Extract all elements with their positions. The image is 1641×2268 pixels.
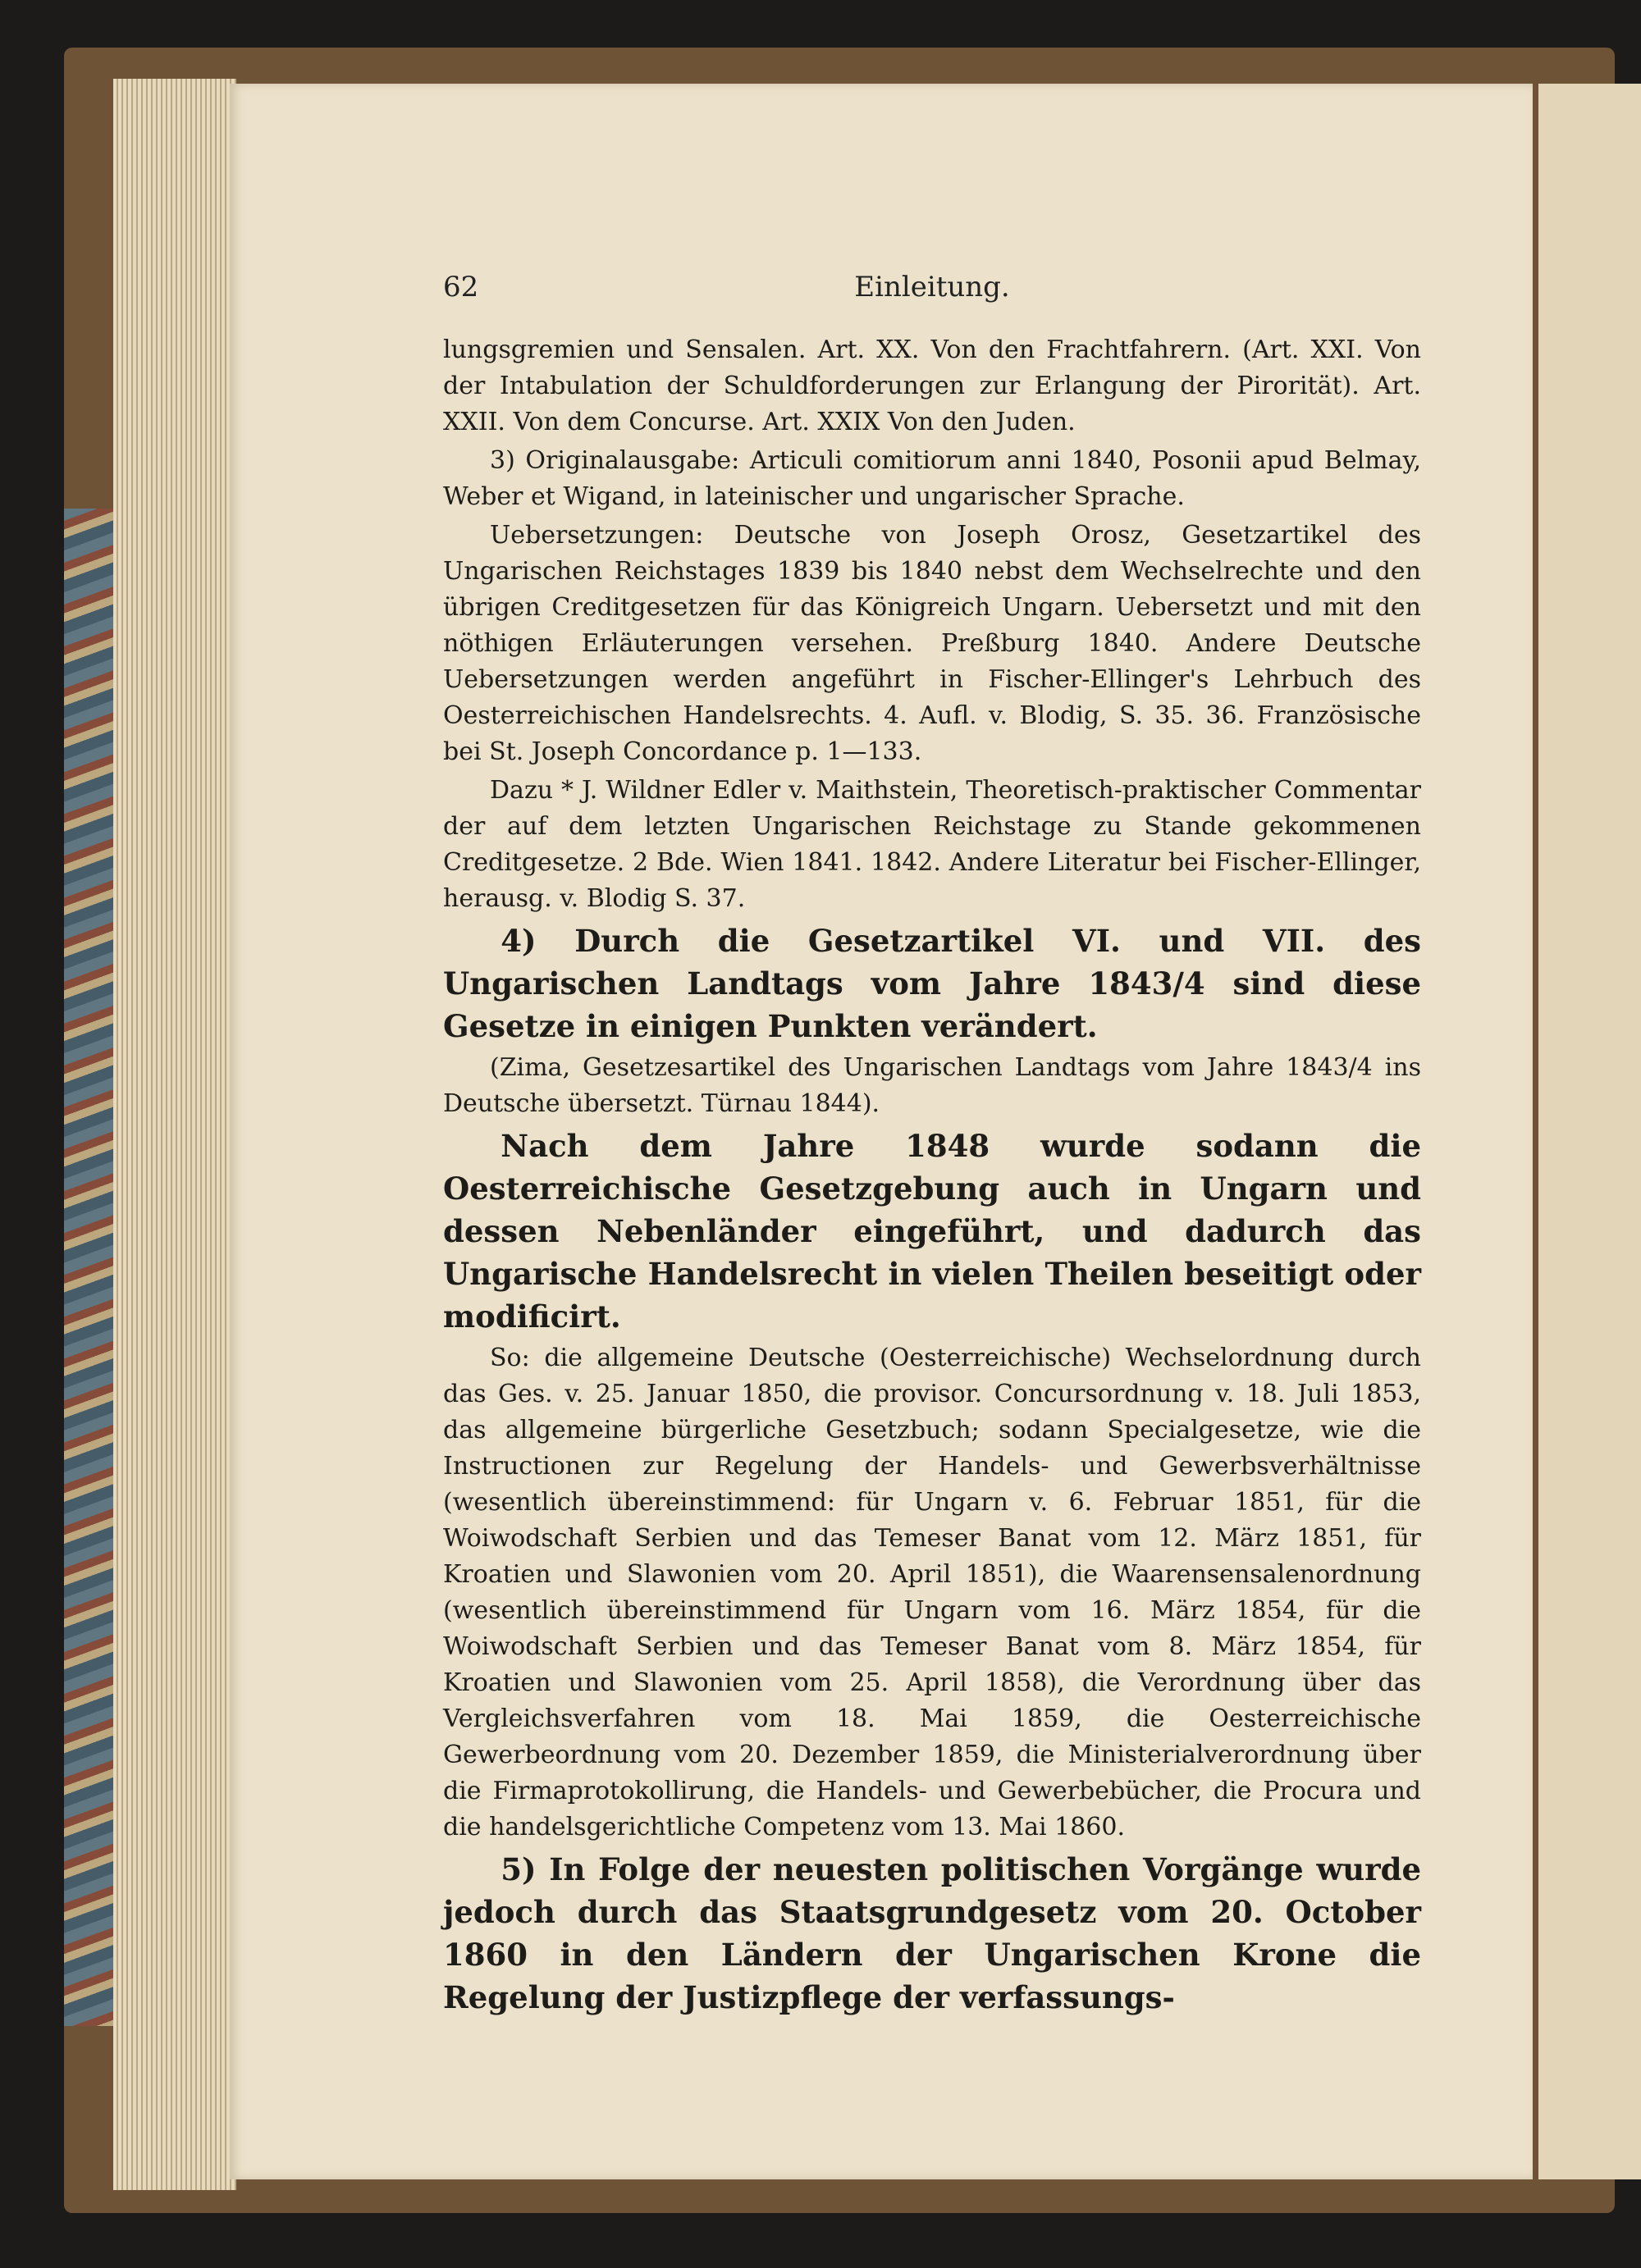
paragraph-commentary: Dazu * J. Wildner Edler v. Maithstein, Theoretisch-praktischer Commentar der auf dem letzten Ungarischen Reichstage zu Stande gekommenen Creditgesetze. 2 Bde. Wien 1841. 1842. Andere Literatur bei Fischer-Ellinger, herausg. v. Blodig S. 37. (443, 776, 1421, 913)
page-number: 62 (443, 271, 479, 303)
paragraph-section-5: 5) In Folge der neuesten politischen Vorgänge wurde jedoch durch das Staatsgrundgesetz vom 20. October 1860 in den Ländern der Ungarischen Krone die Regelung der Justizpflege der verfassungs- (443, 1851, 1421, 2015)
paragraph-after-1848: Nach dem Jahre 1848 wurde sodann die Oesterreichische Gesetzgebung auch in Ungarn und dessen Nebenländer eingeführt, und dadurch das Ungarische Handelsrecht in vielen Theilen beseitigt oder modificirt. (443, 1128, 1421, 1335)
paragraph-laws-list: So: die allgemeine Deutsche (Oesterreichische) Wechselordnung durch das Ges. v. 25. Januar 1850, die provisor. Concursordnung v. 18. Juli 1853, das allgemeine bürgerliche Gesetzbuch; sodann Specialgesetze, wie die Instructionen zur Regelung der Handels- und Gewerbsverhältnisse (wesentlich übereinstimmend: für Ungarn v. 6. Februar 1851, für die Woiwodschaft Serbien und das Temeser Banat vom 12. März 1851, für Kroatien und Slawonien vom 20. April 1851), die Waarensensalenordnung (wesentlich übereinstimmend für Ungarn vom 16. März 1854, für die Woiwodschaft Serbien und das Temeser Banat vom 8. März 1854, für Kroatien und Slawonien vom 25. April 1858), die Verordnung über das Vergleichsverfahren vom 18. Mai 1859, die Oesterreichische Gewerbeordnung vom 20. Dezember 1859, die Ministerialverordnung über die Firmaprotokollirung, die Handels- und Gewerbebücher, die Procura und die handelsgerichtliche Competenz vom 13. Mai 1860. (443, 1344, 1421, 1841)
marbled-edge (64, 509, 113, 2026)
body-text (443, 332, 1421, 2015)
facing-page-edge (1538, 84, 1641, 2179)
paragraph-zima: (Zima, Gesetzesartikel des Ungarischen Landtags vom Jahre 1843/4 ins Deutsche übersetzt. Türnau 1844). (443, 1053, 1421, 1118)
running-title: Einleitung. (854, 271, 1010, 303)
page-edges (113, 79, 236, 2190)
paragraph-original-edition: 3) Originalausgabe: Articuli comitiorum anni 1840, Posonii apud Belmay, Weber et Wigand, in lateinischer und ungarischer Sprache. (443, 446, 1421, 511)
paragraph-translations: Uebersetzungen: Deutsche von Joseph Orosz, Gesetzartikel des Ungarischen Reichstages 1839 bis 1840 nebst dem Wechselrechte und den übrigen Creditgesetzen für das Königreich Ungarn. Uebersetzt und mit den nöthigen Erläuterungen versehen. Preßburg 1840. Andere Deutsche Uebersetzungen werden angeführt in Fischer-Ellinger's Lehrbuch des Oesterreichischen Handelsrechts. 4. Aufl. v. Blodig, S. 35. 36. Französische bei St. Joseph Concordance p. 1—133. (443, 521, 1421, 766)
paragraph-continuation: lungsgremien und Sensalen. Art. XX. Von den Frachtfahrern. (Art. XXI. Von der Intabulation der Schuldforderungen zur Erlangung der Pirorität). Art. XXII. Von dem Concurse. Art. XXIX Von den Juden. (443, 335, 1421, 436)
page-header (443, 271, 1421, 312)
paragraph-section-4: 4) Durch die Gesetzartikel VI. und VII. des Ungarischen Landtags vom Jahre 1843/4 sind diese Gesetze in einigen Punkten verändert. (443, 923, 1421, 1044)
